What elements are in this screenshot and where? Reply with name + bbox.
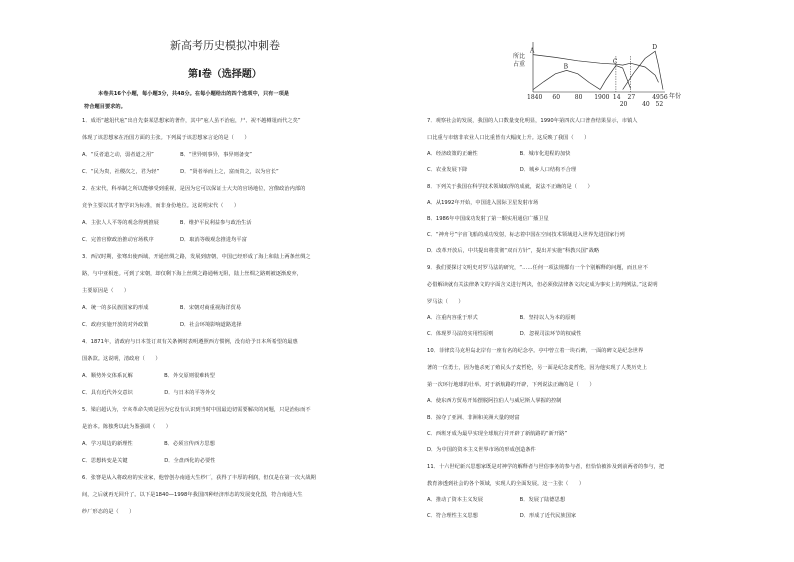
chart-ylabel-char: 重 bbox=[519, 61, 526, 68]
section-title: 第Ⅰ卷（选择题） bbox=[188, 69, 262, 80]
question-line: D．为中国的资本主义世界市场的形成创造条件 bbox=[427, 447, 536, 453]
question-line: 间，之后就再无回升了。以下是1840—1998年我国四种经济形态的发展变化图，符合南通大生 bbox=[82, 492, 303, 498]
chart-series-label: B bbox=[563, 63, 569, 71]
question-line: 著的一位勇士，因为他杀死了殖民头子麦哲伦，另一面是纪念麦哲伦，因为他实现了人类历史上 bbox=[427, 365, 647, 371]
question-line: 竞争主要以其才智学识为标准，而非身份地位。这说明宋代（ ） bbox=[82, 203, 240, 209]
question-line: A．注重内容重于形式 B．坚持以人为本的原则 bbox=[427, 315, 576, 321]
chart-series-label: A bbox=[530, 47, 535, 55]
chart-series-label: C bbox=[612, 58, 618, 66]
question-line: 6．张謇是从入将政府的实业家，他曾创办南通大生纱厂，获得了丰厚的利润，但仅是在第一次大战期 bbox=[82, 475, 316, 481]
question-line: D．改革开放后，中共提出将贯彻“双百方针”，提出并实施“科教兴国”战略 bbox=[427, 248, 600, 254]
paper-main-title: 新高考历史模拟冲刺卷 bbox=[170, 39, 280, 52]
question-line: C．体现罗马法的实用性原则 D．忽视司法环节的权威性 bbox=[427, 331, 582, 337]
chart-x-tick-label: 27 bbox=[627, 94, 636, 101]
question-line: 2．在宋代，科举制之所以能够受到重视，是因为它可以保证士大夫的官场地位，宫僚政治内部的 bbox=[82, 186, 306, 192]
question-line: B．1986年中国成功发射了第一颗实用通信广播卫星 bbox=[427, 216, 549, 222]
question-line: 主要原因是（ ） bbox=[82, 288, 130, 294]
chart-x-tick-label: 1840 bbox=[527, 94, 543, 101]
question-line: 11．十六世纪新兴思想家既是对神学的解释者与世俗事务的参与者，但恰恰被涉及到前两者的参与，把 bbox=[427, 464, 665, 470]
chart-x-tick-label: 52 bbox=[655, 101, 664, 108]
question-line: 是治本。陈独秀以此为鉴强调（ ） bbox=[82, 424, 172, 430]
chart-series-label: D bbox=[652, 44, 658, 52]
question-line: 必借解读就有关法律条文的字面含义进行判决，但必须依法律条文决定成为事实上的判例法。”这说明 bbox=[427, 282, 658, 288]
question-line: 路，与中亚相连。可到了宋朝，却仅剩下海上丝绸之路通畅无阻，陆上丝绸之路则被逐渐废弃， bbox=[82, 271, 302, 277]
chart-x-tick-label: 80 bbox=[574, 94, 583, 101]
question-line: C．“神舟号”宇宙飞船的成功发射，标志着中国在空间技术领域进入世界先进国家行列 bbox=[427, 232, 625, 238]
question-line: A．主张人人平等的观念得到推展 B．维护平民利益参与政治生活 bbox=[82, 220, 252, 226]
question-line: 5．梁启超认为，辛亥革命失败是因为它没有认识到当时中国最迫切需要解决的问题，只是治标而不 bbox=[82, 407, 311, 413]
chart-ylabel-char: 比 bbox=[519, 53, 526, 60]
question-line: 8．下列关于我国在科学技术领域取得的成就，说法不正确的是（ ） bbox=[427, 184, 593, 190]
question-line: 9．我们要探讨文明史对罗马法的研究，“……任何一项法规都有一个个别解释的问题，而且应不 bbox=[427, 265, 648, 271]
chart-tick-group bbox=[527, 94, 668, 108]
chart-x-tick-label: 1900 bbox=[594, 94, 610, 101]
question-line: A．推动了资本主义发展 B．发展了陆德思想 bbox=[427, 497, 566, 503]
chart-x-tick-label: 60 bbox=[552, 94, 561, 101]
chart-series-line bbox=[600, 66, 630, 90]
question-line: C．符合理性主义思想 D．形成了近代民族国家 bbox=[427, 513, 577, 519]
instructions-line: 本卷共16个小题，每小题3分，共48分。在每小题给出的四个选项中，只有一项是 bbox=[98, 91, 290, 97]
question-line: A．“反者道之动，弱者道之用” B．“世异则事异，事异则备变” bbox=[82, 152, 253, 158]
question-line: C．完善官僚政治推动官场秩序 D．取消等级观念推进均平富 bbox=[82, 237, 247, 243]
economic-forms-chart bbox=[507, 38, 707, 108]
question-line: 4．1871年，清政府与日本签订双有关条例时表明遵照西方惯例，没有给予日本所希望的最惠 bbox=[82, 339, 298, 345]
chart-x-tick-label: 20 bbox=[619, 101, 628, 108]
question-line: 口比重与市辖非农业人口比重皆有大幅度上升。这反映了我国（ ） bbox=[427, 135, 590, 141]
question-line: 1．成语“越俎代庖”出自先秦某思想家的著作，其中“庖人虽不治庖，尸、祝不越樽俎而代之矣” bbox=[82, 118, 301, 124]
question-line: A．学习周边的新理性 B．必须宣传西方思想 bbox=[82, 441, 215, 447]
question-line: 纱厂形态的是（ ） bbox=[82, 509, 135, 515]
question-line: A．经济政策的正确性 B．城市化进程的加快 bbox=[427, 151, 571, 157]
instructions-line: 符合题目要求的。 bbox=[84, 104, 126, 110]
chart-x-tick-label: 14 bbox=[612, 94, 621, 101]
question-line: 3．西汉时期，张骞出使西域，开通丝绸之路，发展到唐朝，中国已经形成了海上和陆上两条丝绸之 bbox=[82, 254, 311, 260]
chart-y-axis-label bbox=[513, 52, 525, 68]
chart-x-tick-label: 40 bbox=[642, 101, 650, 108]
question-line: C．西班牙成为最早实现全球航行并开辟了新航路的“新开路” bbox=[427, 431, 568, 437]
question-line: C．思想转变是关键 D．全盘西化的必要性 bbox=[82, 458, 216, 464]
question-line: C．农业发展下降 D．城乡人口结构不合理 bbox=[427, 167, 577, 173]
question-line: 教育渗透到社会的各个领域，实现人的全面发展。这一主张（ ） bbox=[427, 481, 585, 487]
question-line: C．政府实施开放的对外政策 D．社会环境影响道路选择 bbox=[82, 322, 242, 328]
question-line: A．使东西方贸易开始摆脱阿拉伯人与威尼斯人掌握的控制 bbox=[427, 398, 562, 404]
chart-series-group bbox=[529, 44, 663, 92]
question-line: 第一次环行地球的壮举。对于新航路的开辟，下列说法正确的是（ ） bbox=[427, 382, 595, 388]
chart-series-line bbox=[533, 70, 600, 89]
chart-x-tick-label: 56 bbox=[660, 94, 668, 101]
chart-x-axis-label: 年份 bbox=[669, 93, 682, 100]
question-line: A．顺势外交体系瓦解 B．外交原则很难转型 bbox=[82, 373, 215, 379]
question-line: C．“民为贵，社稷次之，君为轻” D．“贤者举而上之，富而贵之，以为官长” bbox=[82, 169, 279, 175]
question-line: 国条款。这说明，清政府（ ） bbox=[82, 356, 161, 362]
question-line: B．掠夺了亚洲、非洲和美洲大量的财富 bbox=[427, 415, 520, 421]
question-line: A．统一的多民族国家的形成 B．宋朝对商重视海洋贸易 bbox=[82, 305, 242, 311]
question-line: 7．观察社会的发展，我国的人口数量变化明显，1990年第四次人口普查结果显示，市镇人 bbox=[427, 118, 638, 124]
question-line: C．具有近代外交意识 D．与日本的平等外交 bbox=[82, 390, 216, 396]
chart-series-line bbox=[533, 55, 659, 83]
question-line: 罗马法（ ） bbox=[427, 299, 464, 305]
chart-x-tick-label: 49 bbox=[652, 94, 660, 101]
question-line: A．从1992年开始，中国进入国际卫星发射市场 bbox=[427, 200, 539, 206]
chart-ylabel-char: 所 bbox=[513, 53, 520, 60]
question-line: 体现了该思想家在治国方面的主张。下列属于该思想家言论的是（ ） bbox=[82, 135, 250, 141]
chart-ylabel-char: 占 bbox=[513, 61, 520, 68]
question-line: 10．菲律宾马克坦岛北岸有一座有名的纪念亭。亭中曾立着一块石碑，一面的碑文是纪念世界 bbox=[427, 348, 644, 354]
